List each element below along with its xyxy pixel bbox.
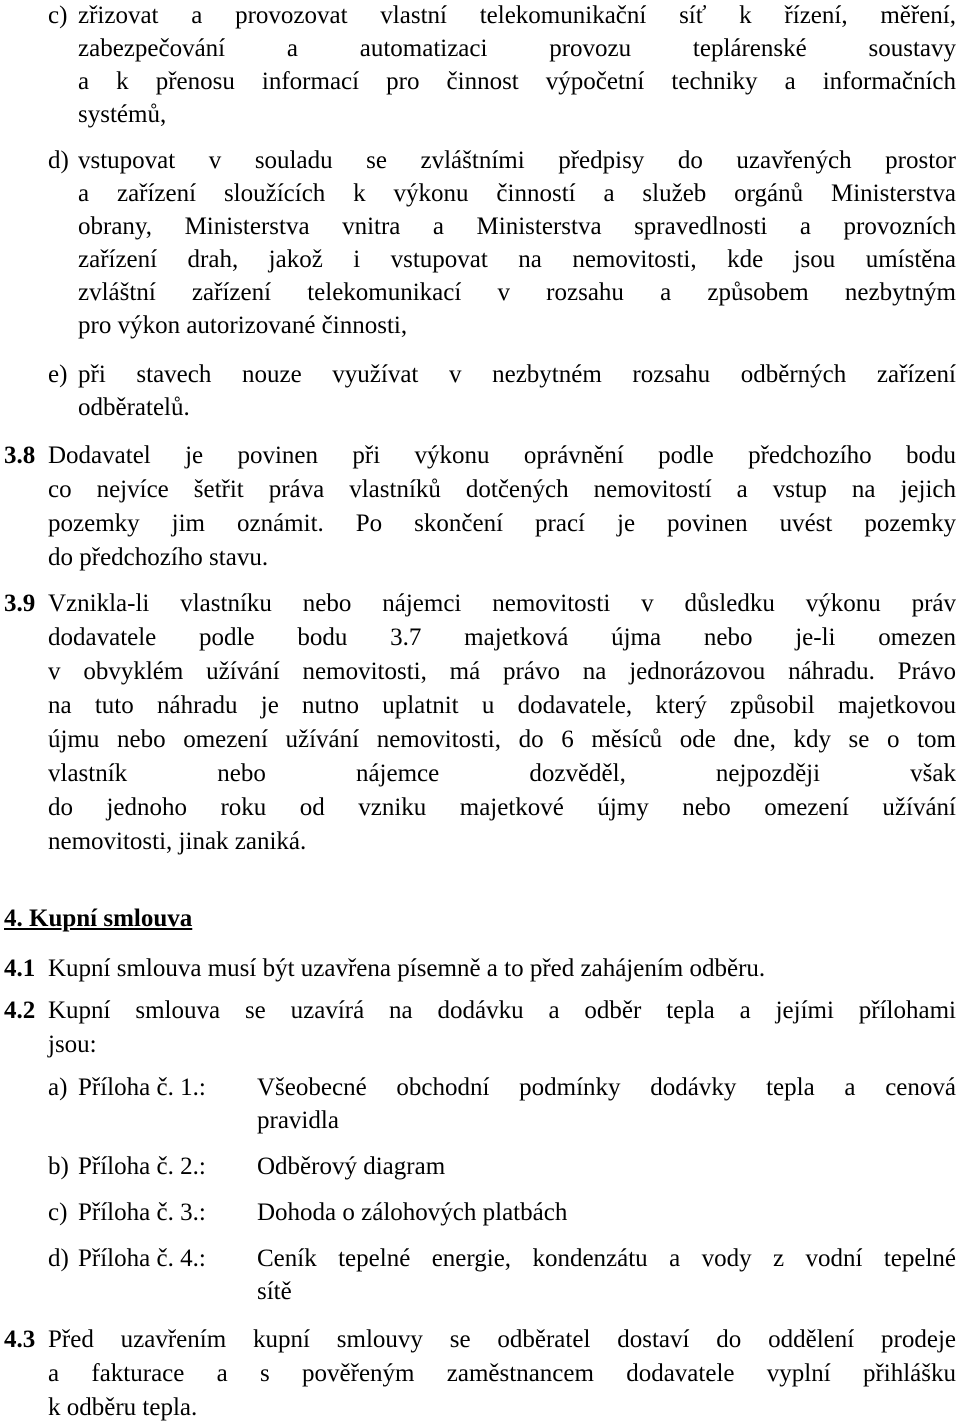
text-line: obrany, Ministerstva vnitra a Ministerstva spravedlnosti a provozních [78, 213, 956, 240]
text-line: újmu nebo omezení užívání nemovitosti, do 6 měsíců ode dne, kdy se o tom [48, 726, 956, 753]
attachment-name: Příloha č. 3.: [78, 1199, 206, 1226]
text-line: jsou: [48, 1031, 97, 1058]
list-label: c) [48, 2, 68, 29]
list-label: d) [48, 1245, 69, 1272]
text-line: k odběru tepla. [48, 1394, 198, 1421]
text-line: do jednoho roku od vzniku majetkové újmy nebo omezení užívání [48, 794, 956, 821]
list-label: a) [48, 1074, 68, 1101]
list-label: e) [48, 361, 68, 388]
section-number: 3.8 [4, 442, 36, 469]
text-line: vlastník nebo nájemce dozvěděl, nejpozději však [48, 760, 956, 787]
text-line: systémů, [78, 101, 167, 128]
text-line: vstupovat v souladu se zvláštními předpisy do uzavřených prostor [78, 147, 956, 174]
text-line: zřizovat a provozovat vlastní telekomunikační síť k řízení, měření, [78, 2, 956, 29]
attachment-description: Všeobecné obchodní podmínky dodávky tepla a cenová [257, 1074, 956, 1101]
section-number: 3.9 [4, 590, 36, 617]
attachment-name: Příloha č. 4.: [78, 1245, 206, 1272]
attachment-name: Příloha č. 1.: [78, 1074, 206, 1101]
text-line: pro výkon autorizované činnosti, [78, 312, 408, 339]
text-line: na tuto náhradu je nutno uplatnit u dodavatele, který způsobil majetkovou [48, 692, 956, 719]
text-line: a fakturace a s pověřeným zaměstnancem dodavatele vyplní přihlášku [48, 1360, 956, 1387]
list-label: d) [48, 147, 69, 174]
text-line: odběratelů. [78, 394, 190, 421]
text-line: dodavatele podle bodu 3.7 majetková újma nebo je-li omezen [48, 624, 956, 651]
section-number: 4.3 [4, 1326, 36, 1353]
text-line: Kupní smlouva musí být uzavřena písemně a to před zahájením odběru. [48, 955, 766, 982]
text-line: a zařízení sloužících k výkonu činností a služeb orgánů Ministerstva [78, 180, 956, 207]
text-line: co nejvíce šetřit práva vlastníků dotčených nemovitostí a vstup na jejich [48, 476, 956, 503]
list-label: c) [48, 1199, 68, 1226]
text-line: zvláštní zařízení telekomunikací v rozsahu a způsobem nezbytným [78, 279, 956, 306]
attachment-name: Příloha č. 2.: [78, 1153, 206, 1180]
attachment-description: sítě [257, 1278, 292, 1305]
text-line: v obvyklém užívání nemovitosti, má právo na jednorázovou náhradu. Právo [48, 658, 956, 685]
text-line: Před uzavřením kupní smlouvy se odběratel dostaví do oddělení prodeje [48, 1326, 956, 1353]
section-number: 4.1 [4, 955, 36, 982]
text-line: a k přenosu informací pro činnost výpočetní techniky a informačních [78, 68, 956, 95]
attachment-description: Odběrový diagram [257, 1153, 446, 1180]
text-line: zařízení drah, jakož i vstupovat na nemovitosti, kde jsou umístěna [78, 246, 956, 273]
text-line: při stavech nouze využívat v nezbytném rozsahu odběrných zařízení [78, 361, 956, 388]
attachment-description: Ceník tepelné energie, kondenzátu a vody z vodní tepelné [257, 1245, 956, 1272]
text-line: do předchozího stavu. [48, 544, 269, 571]
section-heading: 4. Kupní smlouva [4, 905, 193, 932]
text-line: zabezpečování a automatizaci provozu teplárenské soustavy [78, 35, 956, 62]
section-number: 4.2 [4, 997, 36, 1024]
text-line: Vznikla-li vlastníku nebo nájemci nemovitosti v důsledku výkonu práv [48, 590, 956, 617]
text-line: Kupní smlouva se uzavírá na dodávku a odběr tepla a jejími přílohami [48, 997, 956, 1024]
text-line: pozemky jim oznámit. Po skončení prací je povinen uvést pozemky [48, 510, 956, 537]
attachment-description: pravidla [257, 1107, 339, 1134]
attachment-description: Dohoda o zálohových platbách [257, 1199, 568, 1226]
text-line: Dodavatel je povinen při výkonu oprávnění podle předchozího bodu [48, 442, 956, 469]
text-line: nemovitosti, jinak zaniká. [48, 828, 307, 855]
list-label: b) [48, 1153, 69, 1180]
